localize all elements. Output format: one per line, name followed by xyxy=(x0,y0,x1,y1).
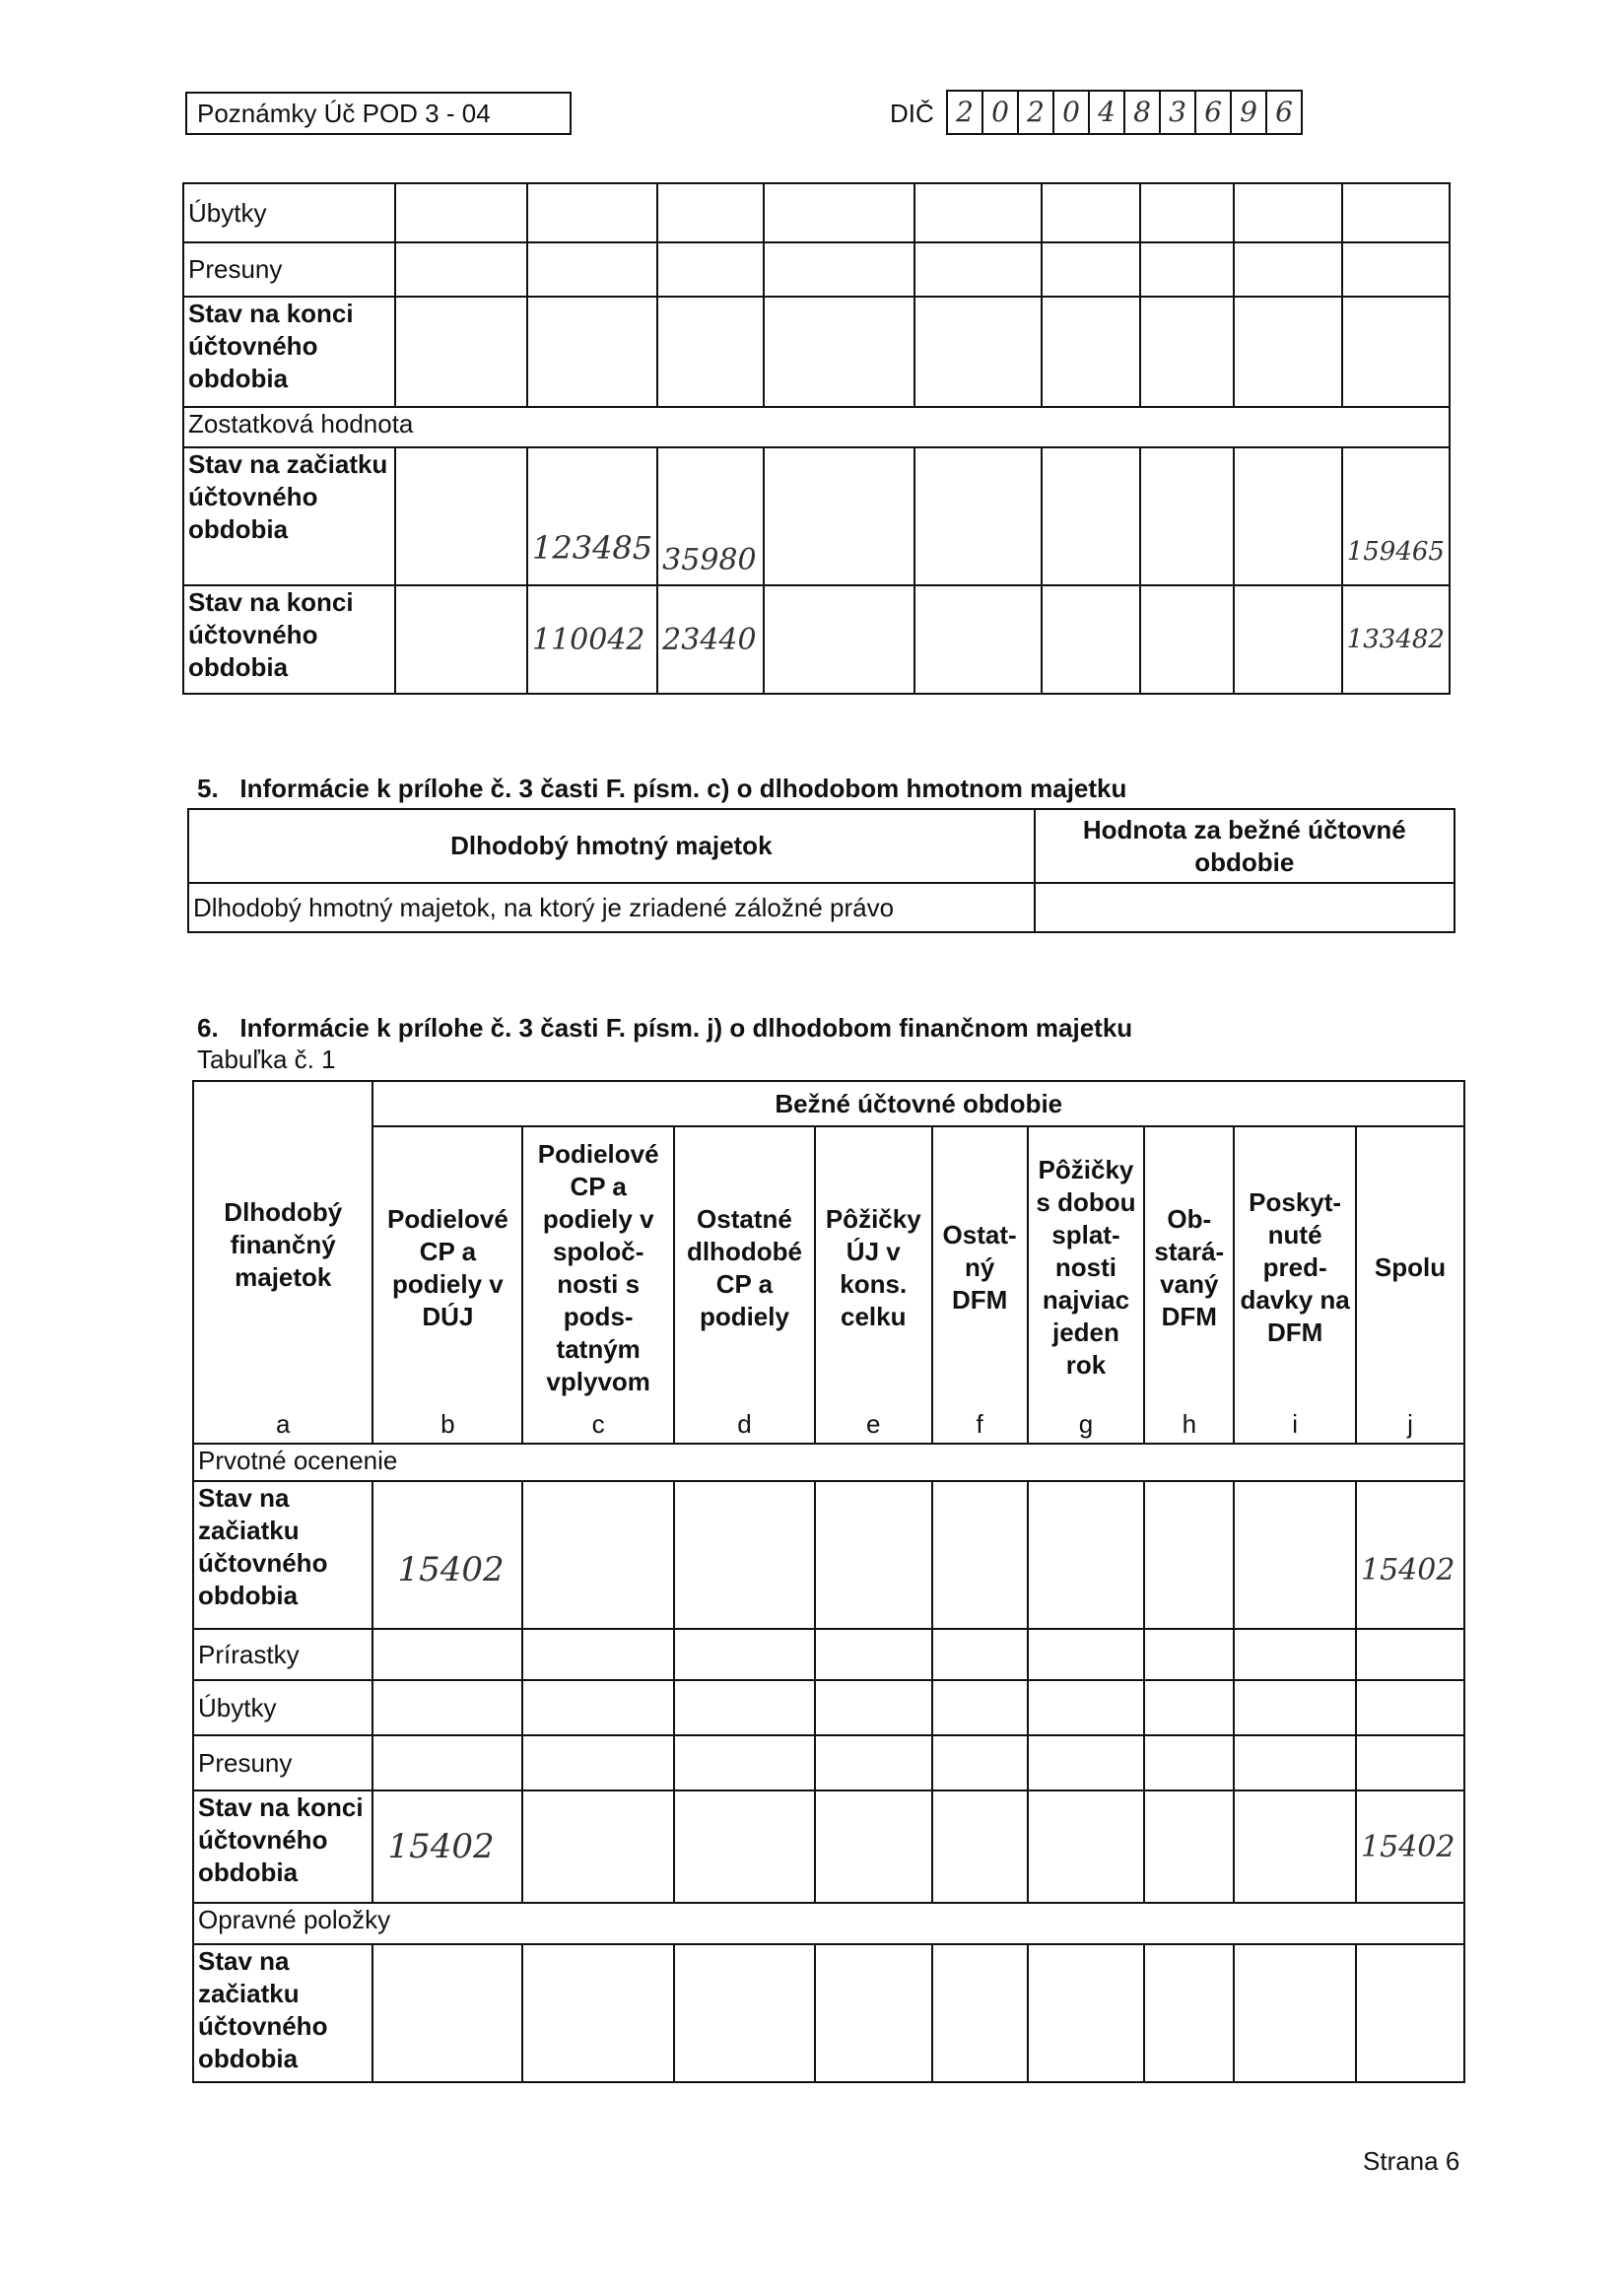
table-row xyxy=(193,1735,1464,1790)
table-row xyxy=(193,1680,1464,1735)
col-letter: g xyxy=(1028,1408,1145,1444)
col-letter: d xyxy=(674,1408,815,1444)
row-label: Stav na začiatku účtovného obdobia xyxy=(193,1481,372,1629)
row-label: Stav na konci účtovného obdobia xyxy=(183,297,395,407)
value-cell: 23440 xyxy=(657,585,764,694)
col-header-f: Ostat-ný DFM xyxy=(932,1126,1028,1408)
col-header-c: Podielové CP a podiely v spoloč-nosti s pods-tatným vplyvom xyxy=(522,1126,674,1408)
col-header-a: Dlhodobý finančný majetok xyxy=(193,1081,372,1408)
row-label: Stav na začiatku účtovného obdobia xyxy=(193,1944,372,2082)
section6-heading: 6. Informácie k prílohe č. 3 časti F. písm. j) o dlhodobom finančnom majetku xyxy=(197,1013,1133,1043)
dic-digit: 9 xyxy=(1232,92,1267,133)
table-row xyxy=(193,1629,1464,1680)
value-cell: 15402 xyxy=(1356,1481,1464,1629)
dic-boxes xyxy=(946,90,1303,135)
col-header-b: Podielové CP a podiely v DÚJ xyxy=(372,1126,522,1408)
dic-digit: 4 xyxy=(1090,92,1125,133)
col-header-j: Spolu xyxy=(1356,1126,1464,1408)
dic-digit: 8 xyxy=(1125,92,1161,133)
table-row xyxy=(193,1944,1464,2082)
row-label: Prírastky xyxy=(193,1629,372,1680)
section5-col2-header: Hodnota za bežné účtovné obdobie xyxy=(1035,809,1455,883)
col-letter: h xyxy=(1144,1408,1234,1444)
table-row xyxy=(183,447,1450,585)
form-label-box xyxy=(185,92,572,135)
col-header-h: Ob-stará-vaný DFM xyxy=(1144,1126,1234,1408)
table-row xyxy=(183,183,1450,242)
table-row xyxy=(183,297,1450,407)
value-cell: 123485 xyxy=(527,447,657,585)
row-label: Úbytky xyxy=(183,183,395,242)
row-label: Úbytky xyxy=(193,1680,372,1735)
section5-heading: 5. Informácie k prílohe č. 3 časti F. písm. c) o dlhodobom hmotnom majetku xyxy=(197,774,1127,803)
col-header-d: Ostatné dlhodobé CP a podiely xyxy=(674,1126,815,1408)
row-label: Presuny xyxy=(193,1735,372,1790)
section5-table xyxy=(187,808,1455,933)
col-letter: a xyxy=(193,1408,372,1444)
dic-label: DIČ xyxy=(890,99,934,128)
row-label: Stav na konci účtovného obdobia xyxy=(183,585,395,694)
col-letter: i xyxy=(1234,1408,1356,1444)
table-row xyxy=(193,1790,1464,1903)
section-label: Zostatková hodnota xyxy=(183,407,1450,447)
dic-digit: 6 xyxy=(1275,96,1293,128)
dic-digit: 0 xyxy=(1054,92,1090,133)
col-header-e: Pôžičky ÚJ v kons. celku xyxy=(815,1126,932,1408)
top-table xyxy=(182,182,1451,695)
dic-digit: 2 xyxy=(948,92,983,133)
dic-digit: 6 xyxy=(1196,92,1232,133)
row-label: Presuny xyxy=(183,242,395,297)
value-cell: 133482 xyxy=(1342,585,1450,694)
dic-digit: 3 xyxy=(1161,92,1196,133)
section-label: Prvotné ocenenie xyxy=(193,1444,1464,1481)
table-row xyxy=(183,407,1450,447)
col-letter: f xyxy=(932,1408,1028,1444)
table-row xyxy=(183,585,1450,694)
col-letter: e xyxy=(815,1408,932,1444)
table-row xyxy=(193,1481,1464,1629)
row-label: Stav na začiatku účtovného obdobia xyxy=(183,447,395,585)
dic-digit: 2 xyxy=(1019,92,1054,133)
value-cell: 110042 xyxy=(527,585,657,694)
page-number: Strana 6 xyxy=(1363,2146,1460,2176)
dfm-table xyxy=(192,1080,1465,2083)
form-label: Poznámky Úč POD 3 - 04 xyxy=(197,99,491,128)
dic-digit: 0 xyxy=(983,92,1019,133)
value-cell: 35980 xyxy=(657,447,764,585)
col-letter: b xyxy=(372,1408,522,1444)
col-letter: c xyxy=(522,1408,674,1444)
row-label: Dlhodobý hmotný majetok, na ktorý je zriadené záložné právo xyxy=(188,883,1035,932)
group-header: Bežné účtovné obdobie xyxy=(372,1081,1464,1126)
col-header-i: Poskyt-nuté pred-davky na DFM xyxy=(1234,1126,1356,1408)
section-label: Opravné položky xyxy=(193,1903,1464,1944)
col-header-g: Pôžičky s dobou splat-nosti najviac jeden rok xyxy=(1028,1126,1145,1408)
value-cell: 15402 xyxy=(1356,1790,1464,1903)
value-cell: 15402 xyxy=(372,1790,522,1903)
value-cell: 159465 xyxy=(1342,447,1450,585)
table-label: Tabuľka č. 1 xyxy=(197,1045,336,1074)
table-row xyxy=(188,883,1455,932)
value-cell: 15402 xyxy=(372,1481,522,1629)
section5-col1-header: Dlhodobý hmotný majetok xyxy=(188,809,1035,883)
row-label: Stav na konci účtovného obdobia xyxy=(193,1790,372,1903)
table-row xyxy=(183,242,1450,297)
col-letter: j xyxy=(1356,1408,1464,1444)
